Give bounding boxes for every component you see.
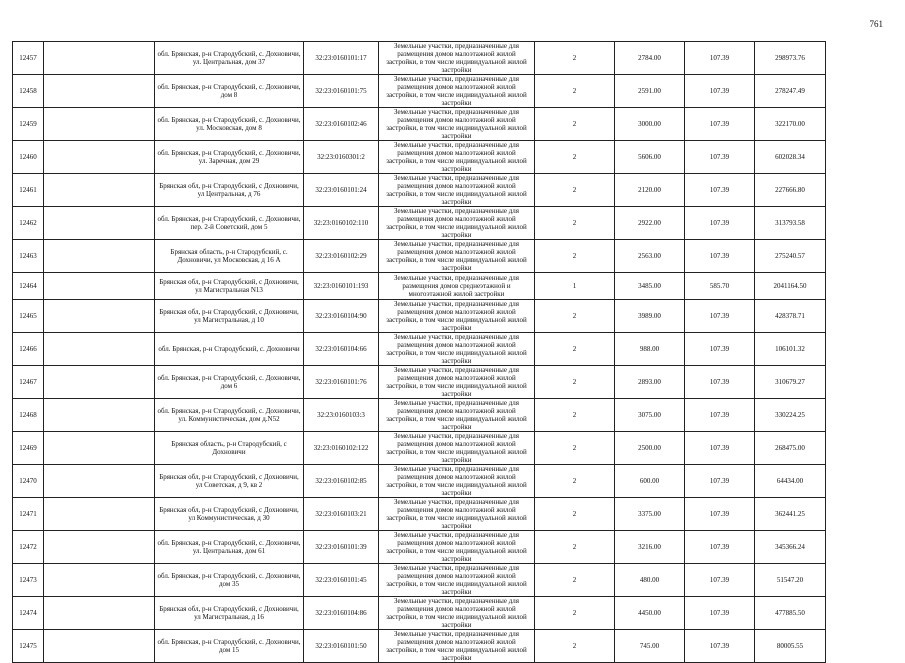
cell-area: 3216.00	[615, 530, 685, 563]
cell-group: 2	[535, 240, 615, 273]
cell-specific-value: 107.39	[685, 207, 755, 240]
cell-cadastral-value: 227666.80	[755, 174, 826, 207]
cell-group: 2	[535, 398, 615, 431]
cell-group: 2	[535, 299, 615, 332]
cell-cadastral-number: 32:23:0160102:122	[304, 431, 379, 464]
table-row	[13, 332, 896, 365]
cell-cadastral-value: 278247.49	[755, 75, 826, 108]
cell-empty	[44, 563, 155, 596]
cell-land-purpose: Земельные участки, предназначенные для размещения домов малоэтажной жилой застройки, в том числе индивидуальной жилой застройки	[379, 207, 535, 240]
table-row	[13, 464, 896, 497]
cell-group: 2	[535, 141, 615, 174]
cell-cadastral-value: 330224.25	[755, 398, 826, 431]
cell-specific-value: 107.39	[685, 108, 755, 141]
cell-land-purpose: Земельные участки, предназначенные для размещения домов малоэтажной жилой застройки, в том числе индивидуальной жилой застройки	[379, 464, 535, 497]
cell-cadastral-number: 32:23:0160101:76	[304, 365, 379, 398]
cell-land-purpose: Земельные участки, предназначенные для размещения домов малоэтажной жилой застройки, в том числе индивидуальной жилой застройки	[379, 431, 535, 464]
cell-empty	[44, 398, 155, 431]
cell-address: обл. Брянская, р-н Стародубский, с. Дохновичи, ул. Коммунистическая, дом д.N52	[155, 398, 304, 431]
cadastral-value-table	[12, 41, 896, 663]
cell-empty	[44, 299, 155, 332]
cell-area: 5606.00	[615, 141, 685, 174]
cell-group: 2	[535, 629, 615, 662]
cell-area: 2591.00	[615, 75, 685, 108]
cell-address: обл. Брянская, р-н Стародубский, с. Дохновичи	[155, 332, 304, 365]
table-row	[13, 75, 896, 108]
cell-land-purpose: Земельные участки, предназначенные для размещения домов малоэтажной жилой застройки, в том числе индивидуальной жилой застройки	[379, 108, 535, 141]
cell-cadastral-value: 2041164.50	[755, 273, 826, 300]
cell-cadastral-value: 313793.58	[755, 207, 826, 240]
cell-cadastral-value: 106101.32	[755, 332, 826, 365]
cell-area: 2563.00	[615, 240, 685, 273]
cell-specific-value: 585.70	[685, 273, 755, 300]
cell-cadastral-value: 322170.00	[755, 108, 826, 141]
cell-empty	[44, 207, 155, 240]
cell-address: обл. Брянская, р-н Стародубский, с. Дохновичи, ул. Московская, дом 8	[155, 108, 304, 141]
cell-area: 3075.00	[615, 398, 685, 431]
cell-specific-value: 107.39	[685, 365, 755, 398]
cell-group: 2	[535, 332, 615, 365]
cell-cadastral-number: 32:23:0160103:3	[304, 398, 379, 431]
cell-cadastral-number: 32:23:0160102:110	[304, 207, 379, 240]
table-row	[13, 299, 896, 332]
cell-area: 2784.00	[615, 42, 685, 75]
table-row	[13, 365, 896, 398]
cell-row-number: 12465	[13, 299, 44, 332]
cell-area: 2120.00	[615, 174, 685, 207]
cell-area: 745.00	[615, 629, 685, 662]
cell-cadastral-value: 602028.34	[755, 141, 826, 174]
cell-cadastral-value: 362441.25	[755, 497, 826, 530]
table-row	[13, 108, 896, 141]
cell-cadastral-number: 32:23:0160101:193	[304, 273, 379, 300]
table-row	[13, 596, 896, 629]
cell-empty	[44, 141, 155, 174]
cell-group: 2	[535, 174, 615, 207]
cell-specific-value: 107.39	[685, 629, 755, 662]
cell-row-number: 12469	[13, 431, 44, 464]
cell-empty	[44, 174, 155, 207]
cell-empty	[44, 629, 155, 662]
cell-specific-value: 107.39	[685, 497, 755, 530]
cell-cadastral-value: 310679.27	[755, 365, 826, 398]
cell-cadastral-number: 32:23:0160101:17	[304, 42, 379, 75]
cell-cadastral-value: 268475.00	[755, 431, 826, 464]
cell-group: 2	[535, 207, 615, 240]
cell-cadastral-number: 32:23:0160104:66	[304, 332, 379, 365]
cell-address: обл. Брянская, р-н Стародубский, с. Дохновичи, дом 15	[155, 629, 304, 662]
cell-row-number: 12462	[13, 207, 44, 240]
cell-row-number: 12460	[13, 141, 44, 174]
cell-cadastral-value: 51547.20	[755, 563, 826, 596]
cell-cadastral-value: 428378.71	[755, 299, 826, 332]
cell-area: 2922.00	[615, 207, 685, 240]
cell-specific-value: 107.39	[685, 332, 755, 365]
cell-empty	[44, 240, 155, 273]
table-row	[13, 530, 896, 563]
cell-group: 1	[535, 273, 615, 300]
cell-cadastral-number: 32:23:0160102:29	[304, 240, 379, 273]
cell-land-purpose: Земельные участки, предназначенные для размещения домов малоэтажной жилой застройки, в том числе индивидуальной жилой застройки	[379, 299, 535, 332]
cell-row-number: 12461	[13, 174, 44, 207]
cell-row-number: 12458	[13, 75, 44, 108]
cell-cadastral-number: 32:23:0160301:2	[304, 141, 379, 174]
cell-cadastral-number: 32:23:0160104:86	[304, 596, 379, 629]
cell-address: Брянская обл, р-н Стародубский, с Дохновичи, ул Магистральная, д 16	[155, 596, 304, 629]
cell-cadastral-value: 64434.00	[755, 464, 826, 497]
table-row	[13, 42, 896, 75]
cell-land-purpose: Земельные участки, предназначенные для размещения домов малоэтажной жилой застройки, в том числе индивидуальной жилой застройки	[379, 563, 535, 596]
cell-land-purpose: Земельные участки, предназначенные для размещения домов малоэтажной жилой застройки, в том числе индивидуальной жилой застройки	[379, 174, 535, 207]
cell-group: 2	[535, 75, 615, 108]
cell-specific-value: 107.39	[685, 75, 755, 108]
cell-specific-value: 107.39	[685, 563, 755, 596]
table-row	[13, 174, 896, 207]
cell-address: Брянская обл, р-н Стародубский, с Дохновичи, ул Центральная, д 76	[155, 174, 304, 207]
cell-area: 4450.00	[615, 596, 685, 629]
cell-group: 2	[535, 365, 615, 398]
cell-row-number: 12463	[13, 240, 44, 273]
cell-row-number: 12470	[13, 464, 44, 497]
cell-cadastral-number: 32:23:0160101:39	[304, 530, 379, 563]
page-number: 761	[869, 19, 883, 29]
cell-empty	[44, 75, 155, 108]
cell-group: 2	[535, 464, 615, 497]
table-row	[13, 273, 896, 300]
cell-row-number: 12468	[13, 398, 44, 431]
cell-land-purpose: Земельные участки, предназначенные для размещения домов малоэтажной жилой застройки, в том числе индивидуальной жилой застройки	[379, 75, 535, 108]
table-row	[13, 629, 896, 662]
cell-empty	[44, 42, 155, 75]
cell-land-purpose: Земельные участки, предназначенные для размещения домов малоэтажной жилой застройки, в том числе индивидуальной жилой застройки	[379, 42, 535, 75]
cell-row-number: 12472	[13, 530, 44, 563]
cell-address: обл. Брянская, р-н Стародубский, с. Дохновичи, пер. 2-й Советский, дом 5	[155, 207, 304, 240]
cell-group: 2	[535, 108, 615, 141]
cell-group: 2	[535, 563, 615, 596]
cell-specific-value: 107.39	[685, 464, 755, 497]
cell-specific-value: 107.39	[685, 174, 755, 207]
cell-area: 3000.00	[615, 108, 685, 141]
table-row	[13, 563, 896, 596]
table-row	[13, 207, 896, 240]
cell-address: Брянская обл, р-н Стародубский, с Дохновичи, ул Магистральная N13	[155, 273, 304, 300]
table-row	[13, 398, 896, 431]
cell-cadastral-number: 32:23:0160102:46	[304, 108, 379, 141]
cell-cadastral-value: 298973.76	[755, 42, 826, 75]
cell-address: обл. Брянская, р-н Стародубский, с. Дохновичи, ул. Центральная, дом 61	[155, 530, 304, 563]
cell-area: 988.00	[615, 332, 685, 365]
cell-land-purpose: Земельные участки, предназначенные для размещения домов малоэтажной жилой застройки, в том числе индивидуальной жилой застройки	[379, 398, 535, 431]
cell-land-purpose: Земельные участки, предназначенные для размещения домов малоэтажной жилой застройки, в том числе индивидуальной жилой застройки	[379, 240, 535, 273]
cell-row-number: 12466	[13, 332, 44, 365]
cell-group: 2	[535, 596, 615, 629]
cell-row-number: 12474	[13, 596, 44, 629]
cell-address: обл. Брянская, р-н Стародубский, с. Дохновичи, дом 6	[155, 365, 304, 398]
cell-land-purpose: Земельные участки, предназначенные для размещения домов малоэтажной жилой застройки, в том числе индивидуальной жилой застройки	[379, 530, 535, 563]
cell-cadastral-value: 80005.55	[755, 629, 826, 662]
cell-row-number: 12467	[13, 365, 44, 398]
cell-group: 2	[535, 530, 615, 563]
cell-empty	[44, 464, 155, 497]
cell-group: 2	[535, 497, 615, 530]
cell-area: 3375.00	[615, 497, 685, 530]
cell-area: 600.00	[615, 464, 685, 497]
cell-specific-value: 107.39	[685, 596, 755, 629]
cell-cadastral-number: 32:23:0160101:50	[304, 629, 379, 662]
cell-area: 3989.00	[615, 299, 685, 332]
cell-address: Брянская обл, р-н Стародубский, с Дохновичи, ул Магистральная, д 10	[155, 299, 304, 332]
cell-area: 3485.00	[615, 273, 685, 300]
cell-land-purpose: Земельные участки, предназначенные для размещения домов малоэтажной жилой застройки, в том числе индивидуальной жилой застройки	[379, 497, 535, 530]
cell-address: Брянская область, р-н Стародубский, с Дохновичи	[155, 431, 304, 464]
cell-address: обл. Брянская, р-н Стародубский, с. Дохновичи, дом 8	[155, 75, 304, 108]
cell-address: Брянская область, р-н Стародубский, с. Дохновичи, ул Московская, д 16 А	[155, 240, 304, 273]
cell-cadastral-number: 32:23:0160101:24	[304, 174, 379, 207]
cell-group: 2	[535, 42, 615, 75]
cell-specific-value: 107.39	[685, 240, 755, 273]
cell-specific-value: 107.39	[685, 431, 755, 464]
cell-specific-value: 107.39	[685, 398, 755, 431]
cell-empty	[44, 497, 155, 530]
cell-empty	[44, 332, 155, 365]
cell-specific-value: 107.39	[685, 530, 755, 563]
cell-cadastral-number: 32:23:0160104:90	[304, 299, 379, 332]
cell-address: Брянская обл, р-н Стародубский, с Дохновичи, ул Коммунистическая, д 30	[155, 497, 304, 530]
cell-row-number: 12464	[13, 273, 44, 300]
cell-row-number: 12457	[13, 42, 44, 75]
cell-land-purpose: Земельные участки, предназначенные для размещения домов малоэтажной жилой застройки, в том числе индивидуальной жилой застройки	[379, 332, 535, 365]
cell-empty	[44, 596, 155, 629]
table-row	[13, 431, 896, 464]
cell-group: 2	[535, 431, 615, 464]
table-body	[13, 42, 896, 663]
table-row	[13, 240, 896, 273]
table-row	[13, 497, 896, 530]
cell-area: 480.00	[615, 563, 685, 596]
cell-specific-value: 107.39	[685, 42, 755, 75]
cell-empty	[44, 431, 155, 464]
cell-row-number: 12471	[13, 497, 44, 530]
cell-address: обл. Брянская, р-н Стародубский, с. Дохновичи, ул. Заречная, дом 29	[155, 141, 304, 174]
cell-empty	[44, 273, 155, 300]
cell-land-purpose: Земельные участки, предназначенные для размещения домов малоэтажной жилой застройки, в том числе индивидуальной жилой застройки	[379, 141, 535, 174]
cell-area: 2500.00	[615, 431, 685, 464]
cell-row-number: 12475	[13, 629, 44, 662]
cell-cadastral-number: 32:23:0160101:75	[304, 75, 379, 108]
cell-land-purpose: Земельные участки, предназначенные для размещения домов малоэтажной жилой застройки, в том числе индивидуальной жилой застройки	[379, 365, 535, 398]
cell-cadastral-number: 32:23:0160101:45	[304, 563, 379, 596]
cell-address: Брянская обл, р-н Стародубский, с Дохновичи, ул Советская, д 9, кв 2	[155, 464, 304, 497]
cell-cadastral-value: 477885.50	[755, 596, 826, 629]
cell-cadastral-number: 32:23:0160103:21	[304, 497, 379, 530]
cell-empty	[44, 365, 155, 398]
cell-address: обл. Брянская, р-н Стародубский, с. Дохновичи, дом 35	[155, 563, 304, 596]
table-row	[13, 141, 896, 174]
cell-land-purpose: Земельные участки, предназначенные для размещения домов среднеэтажной и многоэтажной жилой застройки	[379, 273, 535, 300]
cell-specific-value: 107.39	[685, 141, 755, 174]
cell-area: 2893.00	[615, 365, 685, 398]
cell-land-purpose: Земельные участки, предназначенные для размещения домов малоэтажной жилой застройки, в том числе индивидуальной жилой застройки	[379, 596, 535, 629]
cell-cadastral-value: 275240.57	[755, 240, 826, 273]
cell-row-number: 12473	[13, 563, 44, 596]
cell-cadastral-number: 32:23:0160102:85	[304, 464, 379, 497]
cell-row-number: 12459	[13, 108, 44, 141]
cell-land-purpose: Земельные участки, предназначенные для размещения домов малоэтажной жилой застройки, в том числе индивидуальной жилой застройки	[379, 629, 535, 662]
cell-empty	[44, 530, 155, 563]
cell-cadastral-value: 345366.24	[755, 530, 826, 563]
cell-address: обл. Брянская, р-н Стародубский, с. Дохновичи, ул. Центральная, дом 37	[155, 42, 304, 75]
cell-empty	[44, 108, 155, 141]
cell-specific-value: 107.39	[685, 299, 755, 332]
